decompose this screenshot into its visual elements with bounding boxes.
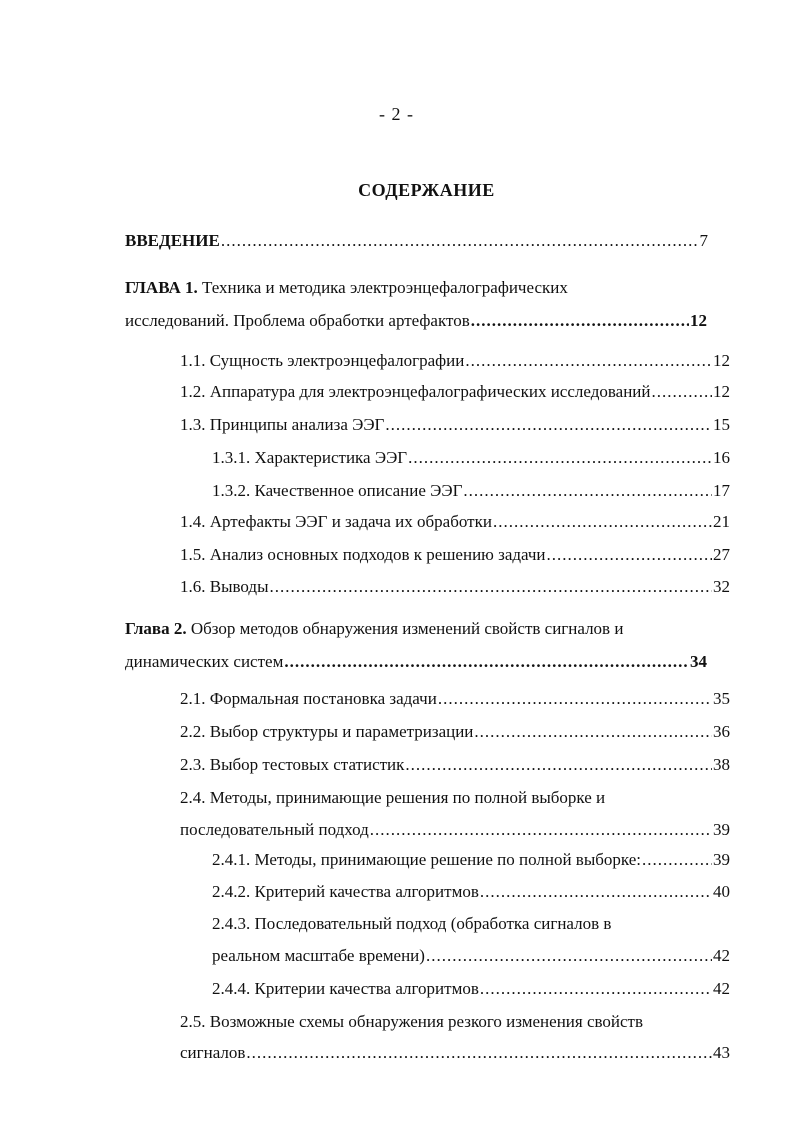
toc-entry-page: 7 [699,231,708,250]
toc-entry [180,753,730,777]
toc-entry-label: 1.3.2. Качественное описание ЭЭГ [212,481,463,500]
chapter-2-heading-line2 [125,650,707,674]
leader-dots [438,687,712,711]
leader-dots [652,380,713,404]
toc-entry-page: 12 [713,382,730,401]
toc-entry-page: 27 [713,545,730,564]
toc-entry [180,413,730,437]
leader-dots [405,753,712,777]
leader-dots [642,848,712,872]
leader-dots [370,818,712,842]
toc-entry [180,380,730,404]
toc-title: СОДЕРЖАНИЕ [358,180,495,200]
chapter-2-heading-line1 [125,617,623,641]
leader-dots [465,349,712,373]
toc-entry [212,848,730,872]
toc-entry [180,543,730,567]
toc-entry-label: 1.3.1. Характеристика ЭЭГ [212,448,408,467]
chapter-1-title-line1: Техника и методика электроэнцефалографических [202,278,568,297]
chapter-1-title-line2: исследований. Проблема обработки артефактов [125,311,470,330]
chapter-1-heading-line1 [125,276,568,300]
toc-entry [180,720,730,744]
toc-entry-page: 40 [713,882,730,901]
toc-entry-page: 39 [713,820,730,839]
chapter-1-prefix: ГЛАВА 1. [125,278,198,297]
toc-entry [180,1041,730,1065]
toc-entry-label: 1.2. Аппаратура для электроэнцефалографических исследований [180,382,651,401]
toc-entry-label: 2.4. Методы, принимающие решения по полной выборке и [180,788,606,807]
toc-entry-page: 32 [713,577,730,596]
toc-entry-page: 35 [713,689,730,708]
toc-entry-label: 1.4. Артефакты ЭЭГ и задача их обработки [180,512,492,531]
toc-entry-label: сигналов [180,1043,246,1062]
toc-entry-label: ВВЕДЕНИЕ [125,231,220,250]
leader-dots [474,720,712,744]
leader-dots [493,510,712,534]
toc-entry-page: 43 [713,1043,730,1062]
toc-entry [180,818,730,842]
toc-entry-page: 38 [713,755,730,774]
leader-dots [463,479,712,503]
leader-dots [221,229,699,253]
toc-entry-page: 21 [713,512,730,531]
leader-dots [270,575,712,599]
toc-entry-page: 42 [713,979,730,998]
toc-entry-label: реальном масштабе времени) [212,946,425,965]
toc-entry-line1 [180,786,605,810]
chapter-1-page: 12 [690,311,707,330]
toc-entry [212,446,730,470]
toc-entry [180,687,730,711]
toc-entry [180,575,730,599]
toc-entry-page: 42 [713,946,730,965]
leader-dots [480,880,712,904]
toc-entry-page: 15 [713,415,730,434]
toc-entry [212,944,730,968]
chapter-1-heading-line2 [125,309,707,333]
chapter-2-page: 34 [690,652,707,671]
toc-entry-label: 2.4.4. Критерии качества алгоритмов [212,979,479,998]
toc-entry-label: 1.6. Выводы [180,577,269,596]
page-number: - 2 - [379,104,414,124]
toc-entry-page: 36 [713,722,730,741]
chapter-2-title-line1: Обзор методов обнаружения изменений свойств сигналов и [190,619,624,638]
toc-entry [180,510,730,534]
toc-entry-label: 2.3. Выбор тестовых статистик [180,755,405,774]
toc-entry [212,880,730,904]
toc-entry-intro [125,229,708,253]
toc-entry [212,977,730,1001]
chapter-2-title-line2: динамических систем [125,652,284,671]
leader-dots [547,543,712,567]
toc-entry-label: 2.5. Возможные схемы обнаружения резкого изменения свойств [180,1012,644,1031]
toc-entry-label: 1.1. Сущность электроэнцефалографии [180,351,465,370]
toc-entry-page: 12 [713,351,730,370]
chapter-2-prefix: Глава 2. [125,619,187,638]
toc-entry-line1 [180,1010,643,1034]
toc-entry-page: 17 [713,481,730,500]
toc-entry-label: 2.4.3. Последовательный подход (обработка сигналов в [212,914,612,933]
toc-entry-label: 2.4.1. Методы, принимающие решение по полной выборке: [212,850,642,869]
toc-entry [212,479,730,503]
toc-entry-label: 1.3. Принципы анализа ЭЭГ [180,415,385,434]
leader-dots [385,413,712,437]
leader-dots [426,944,712,968]
toc-entry-label: 1.5. Анализ основных подходов к решению задачи [180,545,546,564]
leader-dots [480,977,712,1001]
toc-entry-label: 2.1. Формальная постановка задачи [180,689,437,708]
leader-dots [246,1041,712,1065]
leader-dots [471,309,689,333]
toc-entry-page: 16 [713,448,730,467]
leader-dots [284,650,689,674]
toc-entry-label: 2.2. Выбор структуры и параметризации [180,722,474,741]
toc-entry-page: 39 [713,850,730,869]
toc-entry [180,349,730,373]
leader-dots [408,446,712,470]
toc-entry-label: 2.4.2. Критерий качества алгоритмов [212,882,479,901]
toc-entry-line1 [212,912,611,936]
toc-entry-label: последовательный подход [180,820,369,839]
